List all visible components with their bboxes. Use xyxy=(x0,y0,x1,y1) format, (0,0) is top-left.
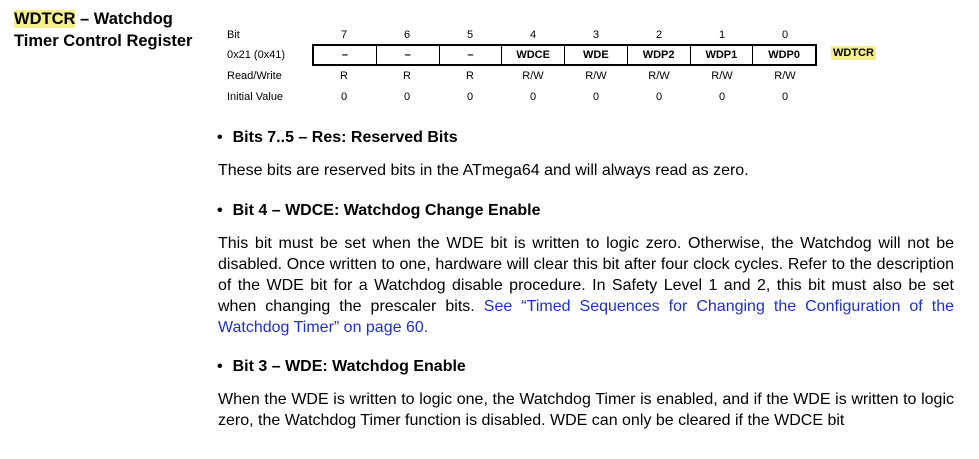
initial-value: 0 xyxy=(403,91,411,103)
bit-number: 2 xyxy=(655,29,663,41)
register-field-wdp0: WDP0 xyxy=(768,49,801,61)
bit-number: 6 xyxy=(403,29,411,41)
bullet: • xyxy=(217,202,223,219)
bit-number: 4 xyxy=(529,29,537,41)
initial-value-label: Initial Value xyxy=(227,91,284,103)
bit-number: 0 xyxy=(781,29,789,41)
bit-number: 7 xyxy=(340,29,348,41)
register-field: – xyxy=(377,46,440,64)
heading-text: Bit 3 – WDE: Watchdog Enable xyxy=(232,358,466,375)
register-field-wde: WDE xyxy=(565,46,628,64)
bit-4-description xyxy=(218,233,954,338)
initial-value: 0 xyxy=(466,91,474,103)
bit-row-label: Bit xyxy=(227,29,240,41)
bit-3-description: When the WDE is written to logic one, the Watchdog Timer is enabled, and if the WDE is written to logic zero, the Watchdog Timer function is disabled. WDE can only be cleared if the WDCE bit xyxy=(218,391,954,429)
bit-4-heading xyxy=(217,202,540,220)
register-field-wdp1: WDP1 xyxy=(691,46,754,64)
register-name-tag: WDTCR xyxy=(833,47,874,59)
bullet: • xyxy=(217,358,223,375)
bit-number: 1 xyxy=(718,29,726,41)
bits-7-5-heading xyxy=(217,129,458,147)
initial-value: 0 xyxy=(655,91,663,103)
initial-value: 0 xyxy=(529,91,537,103)
access-value: R/W xyxy=(648,70,670,82)
access-value: R xyxy=(403,70,411,82)
initial-value: 0 xyxy=(718,91,726,103)
register-field-wdce: WDCE xyxy=(502,46,565,64)
access-value: R/W xyxy=(774,70,796,82)
bit-4-text: This bit must be set when the WDE bit is written to logic zero. Otherwise, the Watchdog will not be disabled. Once written to one, hardware will clear this bit after four clock cycles. Refer to the description of the WDE bit for a Watchdog disable procedure. In Safety Level 1 and 2, this bit must also be set when changing the prescaler bits. xyxy=(218,235,954,315)
register-field: – xyxy=(440,46,503,64)
bit-number: 3 xyxy=(592,29,600,41)
access-value: R/W xyxy=(585,70,607,82)
section-title xyxy=(14,8,192,52)
initial-value: 0 xyxy=(781,91,789,103)
register-field: – xyxy=(314,46,377,64)
section-title-rest: – Watchdog xyxy=(75,10,173,28)
access-value: R xyxy=(340,70,348,82)
bullet: • xyxy=(217,129,223,146)
access-value: R xyxy=(466,70,474,82)
address-label: 0x21 (0x41) xyxy=(227,49,286,61)
bit-3-heading xyxy=(217,358,466,376)
initial-value: 0 xyxy=(592,91,600,103)
register-field-wdp2: WDP2 xyxy=(628,46,691,64)
bits-7-5-description: These bits are reserved bits in the ATmega64 and will always read as zero. xyxy=(218,162,749,179)
register-field-box xyxy=(312,44,817,66)
initial-value: 0 xyxy=(340,91,348,103)
heading-text: Bits 7..5 – Res: Reserved Bits xyxy=(232,129,458,146)
heading-text: Bit 4 – WDCE: Watchdog Change Enable xyxy=(232,202,541,219)
register-name-highlight: WDTCR xyxy=(14,10,76,28)
access-value: R/W xyxy=(711,70,733,82)
read-write-label: Read/Write xyxy=(227,70,282,82)
access-value: R/W xyxy=(522,70,544,82)
section-title-line2: Timer Control Register xyxy=(14,32,193,50)
timed-sequences-link[interactable]: See “Timed Sequences for Changing the Configuration of the Watchdog Timer” on page 60. xyxy=(218,298,955,336)
bit-number: 5 xyxy=(466,29,474,41)
